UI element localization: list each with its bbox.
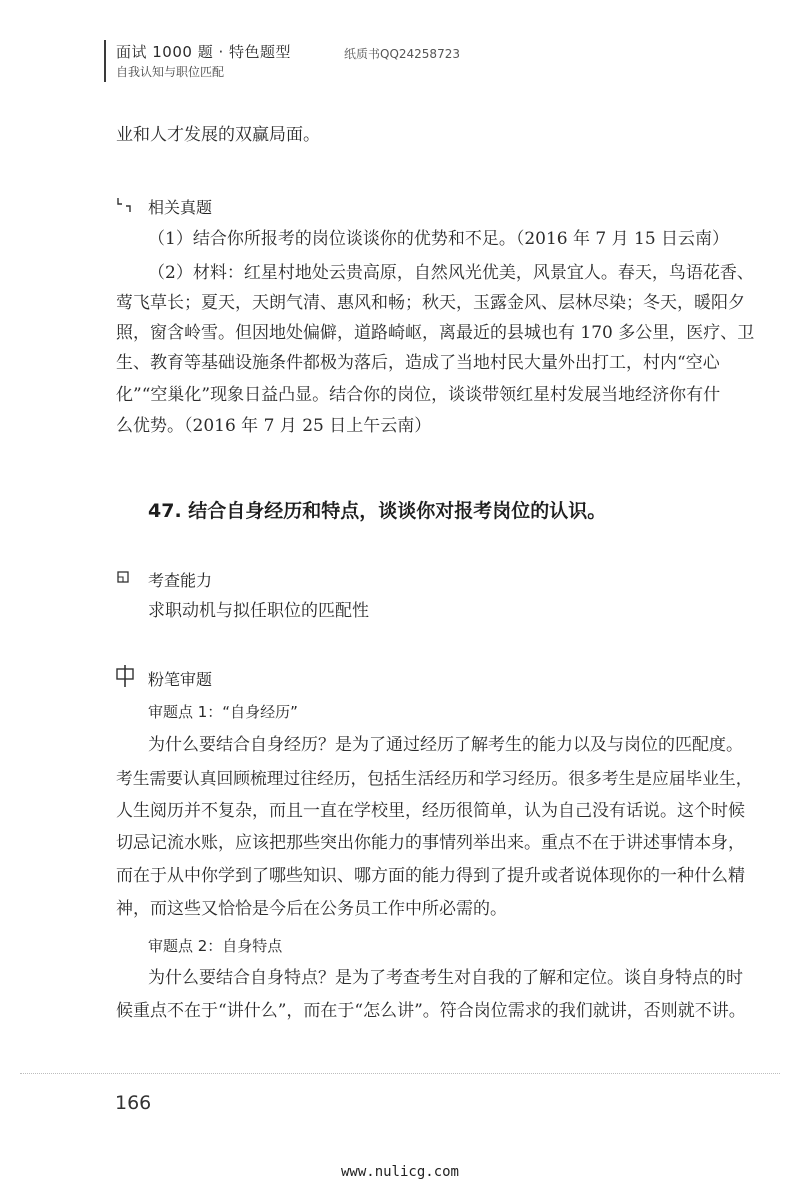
related-title: 相关真题 <box>148 198 213 217</box>
scan-artifact-line <box>20 1073 780 1075</box>
chapter-title: 自我认知与职位匹配 <box>116 65 225 79</box>
intro-line: 业和人才发展的双赢局面。 <box>116 125 320 145</box>
review-title: 粉笔审题 <box>148 670 213 689</box>
review-point2-line: 候重点不在于“讲什么”，而在于“怎么讲”。符合岗位需求的我们就讲，否则就不讲。 <box>116 1001 746 1021</box>
book-title: 面试 1000 题 · 特色题型 <box>116 43 292 61</box>
related-q2-line: 莺飞草长；夏天，天朗气清、惠风和畅；秋天，玉露金风、层林尽染；冬天，暖阳夕 <box>116 293 745 313</box>
related-q2-line: 照，窗含岭雪。但因地处偏僻，道路崎岖，离最近的县城也有 170 多公里，医疗、卫 <box>116 323 755 343</box>
watermark-text: 纸质书QQ24258723 <box>344 47 460 61</box>
footer-url: www.nulicg.com <box>340 1164 459 1180</box>
review-point1-line: 神，而这些又恰恰是今后在公务员工作中所必需的。 <box>116 899 507 919</box>
review-point1-line: 考生需要认真回顾梳理过往经历，包括生活经历和学习经历。很多考生是应届毕业生， <box>116 768 753 788</box>
pen-icon <box>115 664 135 688</box>
question-title: 47. 结合自身经历和特点，谈谈你对报考岗位的认识。 <box>148 500 607 522</box>
bracket-icon <box>116 197 132 213</box>
ability-text: 求职动机与拟任职位的匹配性 <box>148 601 369 621</box>
related-q2-line: 么优势。（2016 年 7 月 25 日上午云南） <box>116 416 432 436</box>
page-number: 166 <box>115 1092 152 1114</box>
review-point1-line: 而在于从中你学到了哪些知识、哪方面的能力得到了提升或者说体现你的一种什么精 <box>116 866 745 886</box>
review-point1-line: 切忌记流水账，应该把那些突出你能力的事情列举出来。重点不在于讲述事情本身， <box>116 833 745 853</box>
related-q2-line: 化”“空巢化”现象日益凸显。结合你的岗位，谈谈带领红星村发展当地经济你有什 <box>116 385 721 405</box>
ability-title: 考查能力 <box>148 571 213 590</box>
review-point2-label: 审题点 2：自身特点 <box>148 937 283 955</box>
square-icon <box>117 571 129 583</box>
header-rule <box>104 40 106 82</box>
review-point1-line: 人生阅历并不复杂，而且一直在学校里，经历很简单，认为自己没有话说。这个时候 <box>116 801 745 821</box>
review-point2-line: 为什么要结合自身特点？是为了考查考生对自我的了解和定位。谈自身特点的时 <box>148 968 743 988</box>
review-point1-label: 审题点 1：“自身经历” <box>148 703 298 721</box>
related-q2-line: 生、教育等基础设施条件都极为落后，造成了当地村民大量外出打工，村内“空心 <box>116 353 720 373</box>
related-q1: （1）结合你所报考的岗位谈谈你的优势和不足。（2016 年 7 月 15 日云南） <box>148 229 730 249</box>
review-point1-line: 为什么要结合自身经历？是为了通过经历了解考生的能力以及与岗位的匹配度。 <box>148 735 743 755</box>
related-q2-line: （2）材料：红星村地处云贵高原，自然风光优美，风景宜人。春天，鸟语花香、 <box>148 263 754 283</box>
